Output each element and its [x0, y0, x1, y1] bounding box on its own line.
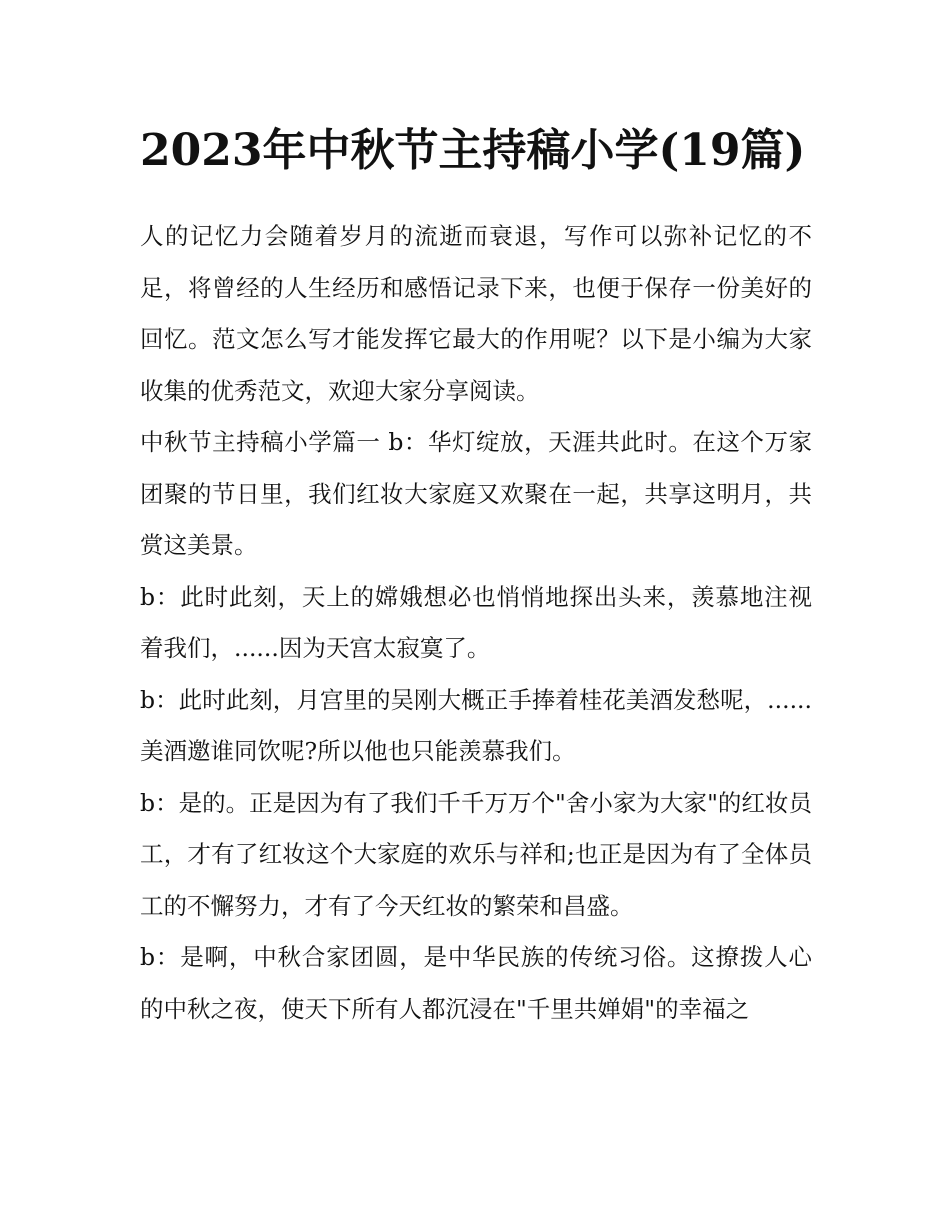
document-page	[140, 112, 812, 1035]
paragraph-opening: 中秋节主持稿小学篇一 b：华灯绽放，天涯共此时。在这个万家团聚的节日里，我们红妆大家庭又欢聚在一起，共享这明月，共赏这美景。	[140, 428, 812, 559]
paragraph-employees: b：是的。正是因为有了我们千千万万个"舍小家为大家"的红妆员工，才有了红妆这个大家庭的欢乐与祥和;也正是因为有了全体员工的不懈努力，才有了今天红妆的繁荣和昌盛。	[140, 788, 812, 920]
document-body	[140, 211, 812, 1035]
paragraph-intro: 人的记忆力会随着岁月的流逝而衰退，写作可以弥补记忆的不足，将曾经的人生经历和感悟记录下来，也便于保存一份美好的回忆。范文怎么写才能发挥它最大的作用呢？以下是小编为大家收集的优秀范文，欢迎大家分享阅读。	[140, 222, 812, 405]
document-title: 2023年中秋节主持稿小学(19篇)	[140, 125, 806, 176]
paragraph-change: b：此时此刻，天上的嫦娥想必也悄悄地探出头来，羡慕地注视着我们，......因为天宫太寂寞了。	[140, 582, 812, 662]
paragraph-reunion: b：是啊，中秋合家团圆，是中华民族的传统习俗。这撩拨人心的中秋之夜，使天下所有人都沉浸在"千里共婵娟"的幸福之	[140, 943, 812, 1023]
paragraph-wugang: b：此时此刻，月宫里的吴刚大概正手捧着桂花美酒发愁呢，......美酒邀谁同饮呢?所以他也只能羡慕我们。	[140, 685, 812, 765]
